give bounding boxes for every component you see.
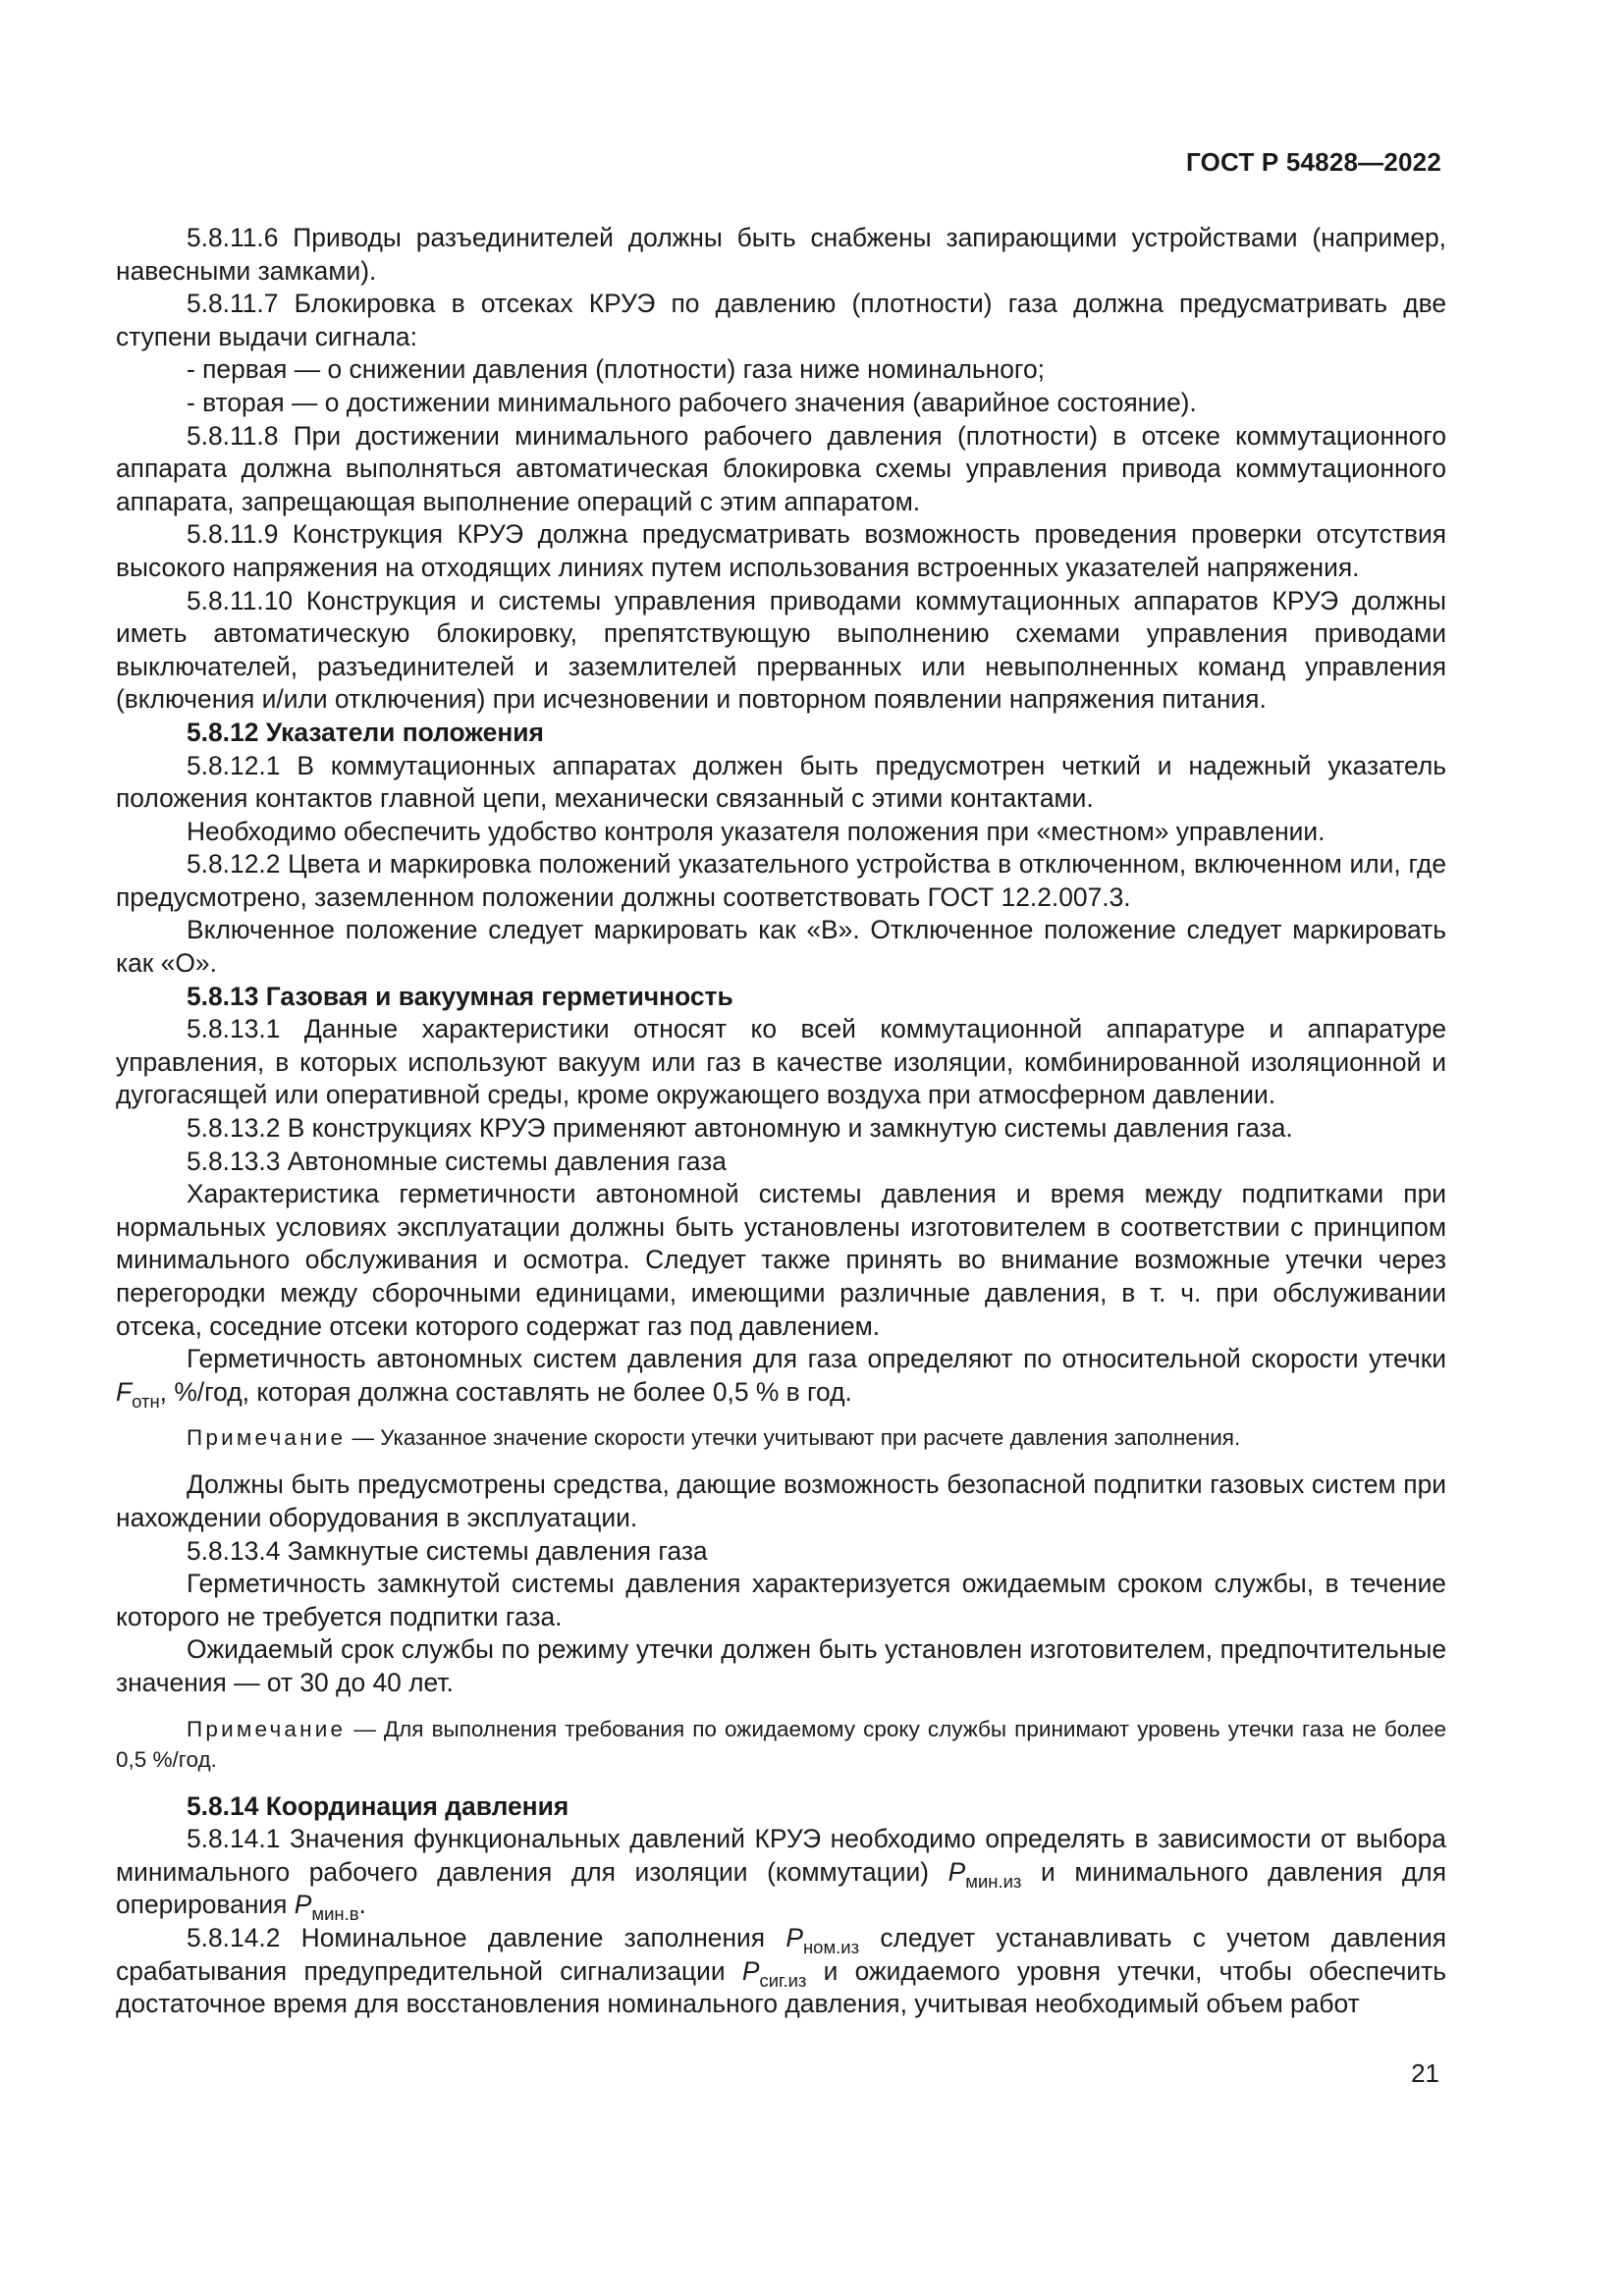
- paragraph-5-8-12-1: 5.8.12.1 В коммутационных аппаратах должен быть предусмотрен четкий и надежный указатель положения контактов главной цепи, механически связанный с этими контактами.: [116, 750, 1446, 814]
- subscript: мин.в: [311, 1903, 359, 1925]
- page-number: 21: [1411, 2058, 1439, 2088]
- paragraph-5-8-11-7: 5.8.11.7 Блокировка в отсеках КРУЭ по давлению (плотности) газа должна предусматривать две ступени выдачи сигнала:: [116, 289, 1446, 351]
- paragraph: Герметичность замкнутой системы давления характеризуется ожидаемым сроком службы, в течение которого не требуется подпитки газа.: [116, 1569, 1446, 1631]
- subscript: ном.из: [802, 1936, 860, 1957]
- paragraph-leak-rate: Герметичность автономных систем давления для газа определяют по относительной скорости утечки $F_{отн}$, %/год, которая должна составлять не более 0,5 % в год.: [116, 1344, 1446, 1412]
- note: Примечание — Для выполнения требования по ожидаемому сроку службы принимают уровень утечки газа не более 0,5 %/год.: [116, 1716, 1446, 1772]
- paragraph-5-8-11-6: 5.8.11.6 Приводы разъединителей должны быть снабжены запирающими устройствами (например, навесными замками).: [116, 223, 1446, 286]
- variable-p: P: [741, 1955, 760, 1986]
- variable-p: P: [785, 1922, 803, 1952]
- document-code-header: ГОСТ Р 54828—2022: [1186, 147, 1441, 177]
- note: Примечание — Указанное значение скорости утечки учитывают при расчете давления заполнения.: [187, 1425, 1241, 1451]
- paragraph-5-8-13-3: 5.8.13.3 Автономные системы давления газа: [187, 1146, 727, 1176]
- variable-p: P: [294, 1890, 312, 1920]
- section-heading-5-8-12: 5.8.12 Указатели положения: [187, 717, 544, 747]
- subscript: мин.из: [965, 1870, 1022, 1892]
- paragraph-5-8-11-8: 5.8.11.8 При достижении минимального рабочего давления (плотности) в отсеке коммутационного аппарата должна выполняться автоматическая блокировка схемы управления привода коммутационного аппарата, запрещающая выполнение операций с этим аппаратом.: [116, 420, 1446, 516]
- paragraph-5-8-13-2: 5.8.13.2 В конструкциях КРУЭ применяют автономную и замкнутую системы давления газа.: [187, 1113, 1293, 1144]
- paragraph: Включенное положение следует маркировать как «В». Отключенное положение следует маркировать как «О».: [116, 915, 1446, 979]
- paragraph: Должны быть предусмотрены средства, дающие возможность безопасной подпитки газовых систем при нахождении оборудования в эксплуатации.: [116, 1469, 1446, 1532]
- paragraph-5-8-11-9: 5.8.11.9 Конструкция КРУЭ должна предусматривать возможность проведения проверки отсутствия высокого напряжения на отходящих линиях путем использования встроенных указателей напряжения.: [116, 519, 1446, 582]
- paragraph: Необходимо обеспечить удобство контроля указателя положения при «местном» управлении.: [187, 816, 1326, 846]
- paragraph-5-8-13-1: 5.8.13.1 Данные характеристики относят ко всей коммутационной аппаратуре и аппаратуре управления, в которых используют вакуум или газ в качестве изоляции, комбинированной изоляционной и дугогасящей или оперативной среды, кроме окружающего воздуха при атмосферном давлении.: [116, 1014, 1446, 1110]
- note-label: Примечание: [187, 1425, 347, 1451]
- subscript: отн: [132, 1390, 160, 1412]
- paragraph: Характеристика герметичности автономной системы давления и время между подпитками при нормальных условиях эксплуатации должны быть установлены изготовителем в соответствии с принципом минимального обслуживания и осмотра. Следует также принять во внимание возможные утечки через перегородки между сборочными единицами, имеющими различные давления, в т. ч. при обслуживании отсека, соседние отсеки которого содержат газ под давлением.: [116, 1179, 1446, 1341]
- paragraph-5-8-13-4: 5.8.13.4 Замкнутые системы давления газа: [187, 1535, 708, 1566]
- list-item: - вторая — о достижении минимального рабочего значения (аварийное состояние).: [187, 387, 1197, 417]
- paragraph-5-8-11-10: 5.8.11.10 Конструкция и системы управления приводами коммутационных аппаратов КРУЭ должны иметь автоматическую блокировку, препятствующую выполнению схемами управления приводами выключателей, разъединителей и заземлителей прерванных или невыполненных команд управления (включения и/или отключения) при исчезновении и повторном появлении напряжения питания.: [116, 585, 1446, 715]
- paragraph: Ожидаемый срок службы по режиму утечки должен быть установлен изготовителем, предпочтительные значения — от 30 до 40 лет.: [116, 1634, 1446, 1697]
- paragraph-5-8-14-2: 5.8.14.2 Номинальное давление заполнения $P_{ном.из}$ следует устанавливать с учетом давления срабатывания предупредительной сигнализации $P_{сиг.из}$ и ожидаемого уровня утечки, чтобы обеспечить достаточное время для восстановления номинального давления, учитывая необходимый объем работ: [116, 1922, 1446, 2019]
- note-label: Примечание: [187, 1716, 347, 1741]
- variable-p: P: [947, 1856, 966, 1887]
- paragraph-5-8-12-2: 5.8.12.2 Цвета и маркировка положений указательного устройства в отключенном, включенном или, где предусмотрено, заземленном положении должны соответствовать ГОСТ 12.2.007.3.: [116, 849, 1446, 912]
- variable-f: F: [116, 1376, 133, 1407]
- paragraph-5-8-14-1: 5.8.14.1 Значения функциональных давлений КРУЭ необходимо определять в зависимости от выбора минимального рабочего давления для изоляции (коммутации) $P_{мин.из}$ и минимального давления для оперирования $P_{мин.в}$.: [116, 1824, 1446, 1925]
- document-body: [116, 222, 1446, 2021]
- section-heading-5-8-13: 5.8.13 Газовая и вакуумная герметичность: [187, 981, 733, 1011]
- list-item: - первая — о снижении давления (плотности) газа ниже номинального;: [187, 354, 1045, 385]
- subscript: сиг.из: [759, 1969, 807, 1991]
- section-heading-5-8-14: 5.8.14 Координация давления: [187, 1790, 569, 1821]
